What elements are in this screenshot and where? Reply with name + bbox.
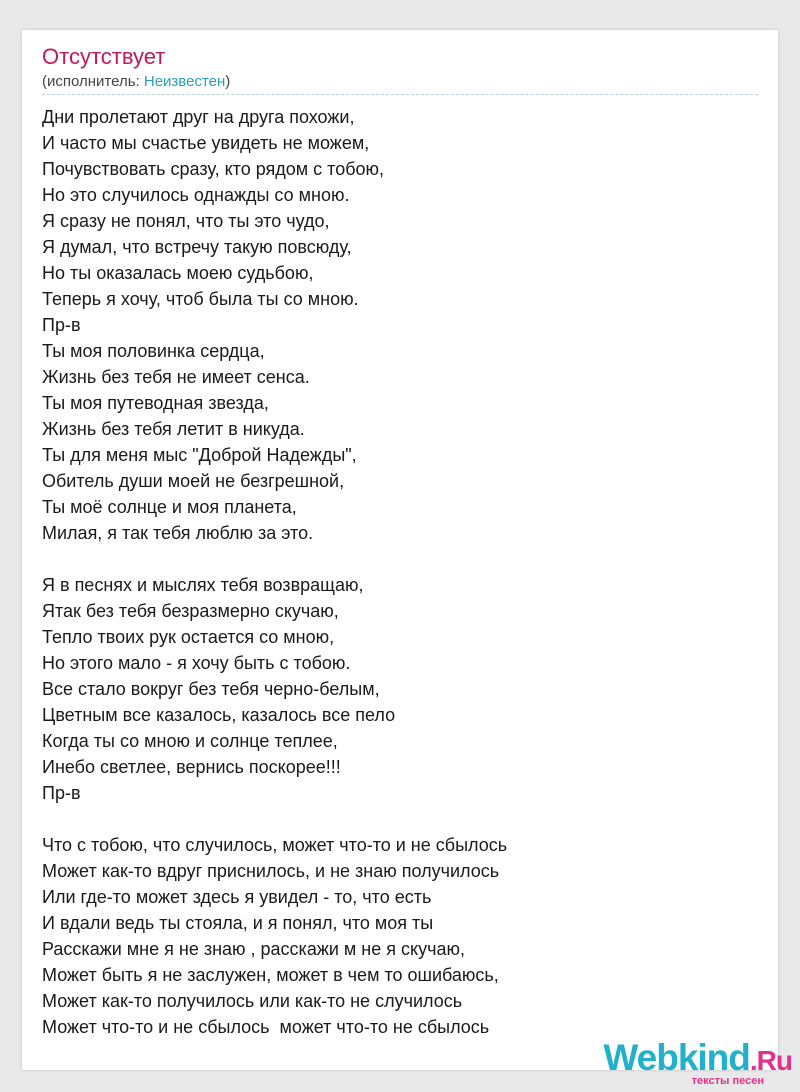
lyric-line: И часто мы счастье увидеть не можем,: [42, 133, 370, 153]
lyric-line: Ятак без тебя безразмерно скучаю,: [42, 601, 339, 621]
lyric-line: Ты моё солнце и моя планета,: [42, 497, 297, 517]
site-logo[interactable]: [599, 1038, 794, 1090]
lyric-line: Жизнь без тебя летит в никуда.: [42, 419, 305, 439]
lyric-line: Инебо светлее, вернись поскорее!!!: [42, 757, 341, 777]
lyric-line: Я в песнях и мыслях тебя возвращаю,: [42, 575, 364, 595]
lyric-line: Может быть я не заслужен, может в чем то ошибаюсь,: [42, 965, 499, 985]
lyric-line: Может как-то получилось или как-то не случилось: [42, 991, 463, 1011]
lyrics-text: [42, 104, 758, 1040]
divider: [42, 94, 758, 95]
lyric-line: И вдали ведь ты стояла, и я понял, что моя ты: [42, 913, 434, 933]
lyric-line: Милая, я так тебя люблю за это.: [42, 523, 314, 543]
lyric-line: Цветным все казалось, казалось все пело: [42, 705, 396, 725]
lyric-line: Я сразу не понял, что ты это чудо,: [42, 211, 330, 231]
lyric-line: Но этого мало - я хочу быть с тобою.: [42, 653, 351, 673]
lyric-line: Почувствовать сразу, кто рядом с тобою,: [42, 159, 385, 179]
lyric-line: Ты моя половинка сердца,: [42, 341, 265, 361]
lyric-line: Может что-то и не сбылось может что-то не сбылось: [42, 1017, 490, 1037]
song-title: Отсутствует: [42, 44, 166, 69]
logo-tagline: тексты песен: [691, 1075, 764, 1087]
lyric-line: Я думал, что встречу такую повсюду,: [42, 237, 352, 257]
lyric-line: Но это случилось однажды со мною.: [42, 185, 350, 205]
lyric-line: Может как-то вдруг приснилось, и не знаю получилось: [42, 861, 500, 881]
lyric-line: Дни пролетают друг на друга похожи,: [42, 107, 355, 127]
lyric-line: Теперь я хочу, чтоб была ты со мною.: [42, 289, 359, 309]
lyric-line: Или где-то может здесь я увидел - то, что есть: [42, 887, 432, 907]
lyric-line: Но ты оказалась моею судьбою,: [42, 263, 314, 283]
logo-brand: Webkind: [603, 1037, 750, 1078]
lyric-line: Тепло твоих рук остается со мною,: [42, 627, 335, 647]
artist-suffix: ): [225, 73, 231, 90]
lyric-line: Пр-в: [42, 315, 81, 335]
artist-line: [42, 73, 230, 91]
artist-prefix: (исполнитель:: [42, 73, 144, 90]
lyric-line: Пр-в: [42, 783, 81, 803]
lyric-line: [42, 806, 758, 832]
lyric-line: Все стало вокруг без тебя черно-белым,: [42, 679, 380, 699]
lyric-line: Ты для меня мыс "Доброй Надежды",: [42, 445, 357, 465]
logo-domain: .Ru: [749, 1045, 792, 1076]
lyric-line: Ты моя путеводная звезда,: [42, 393, 269, 413]
lyric-line: Жизнь без тебя не имеет сенса.: [42, 367, 310, 387]
lyrics-card: [22, 30, 778, 1070]
lyric-line: [42, 546, 758, 572]
lyric-line: Расскажи мне я не знаю , расскажи м не я скучаю,: [42, 939, 465, 959]
lyric-line: Что с тобою, что случилось, может что-то и не сбылось: [42, 835, 508, 855]
lyric-line: Когда ты со мною и солнце теплее,: [42, 731, 338, 751]
lyric-line: Обитель души моей не безгрешной,: [42, 471, 345, 491]
artist-link[interactable]: Неизвестен: [143, 73, 226, 90]
